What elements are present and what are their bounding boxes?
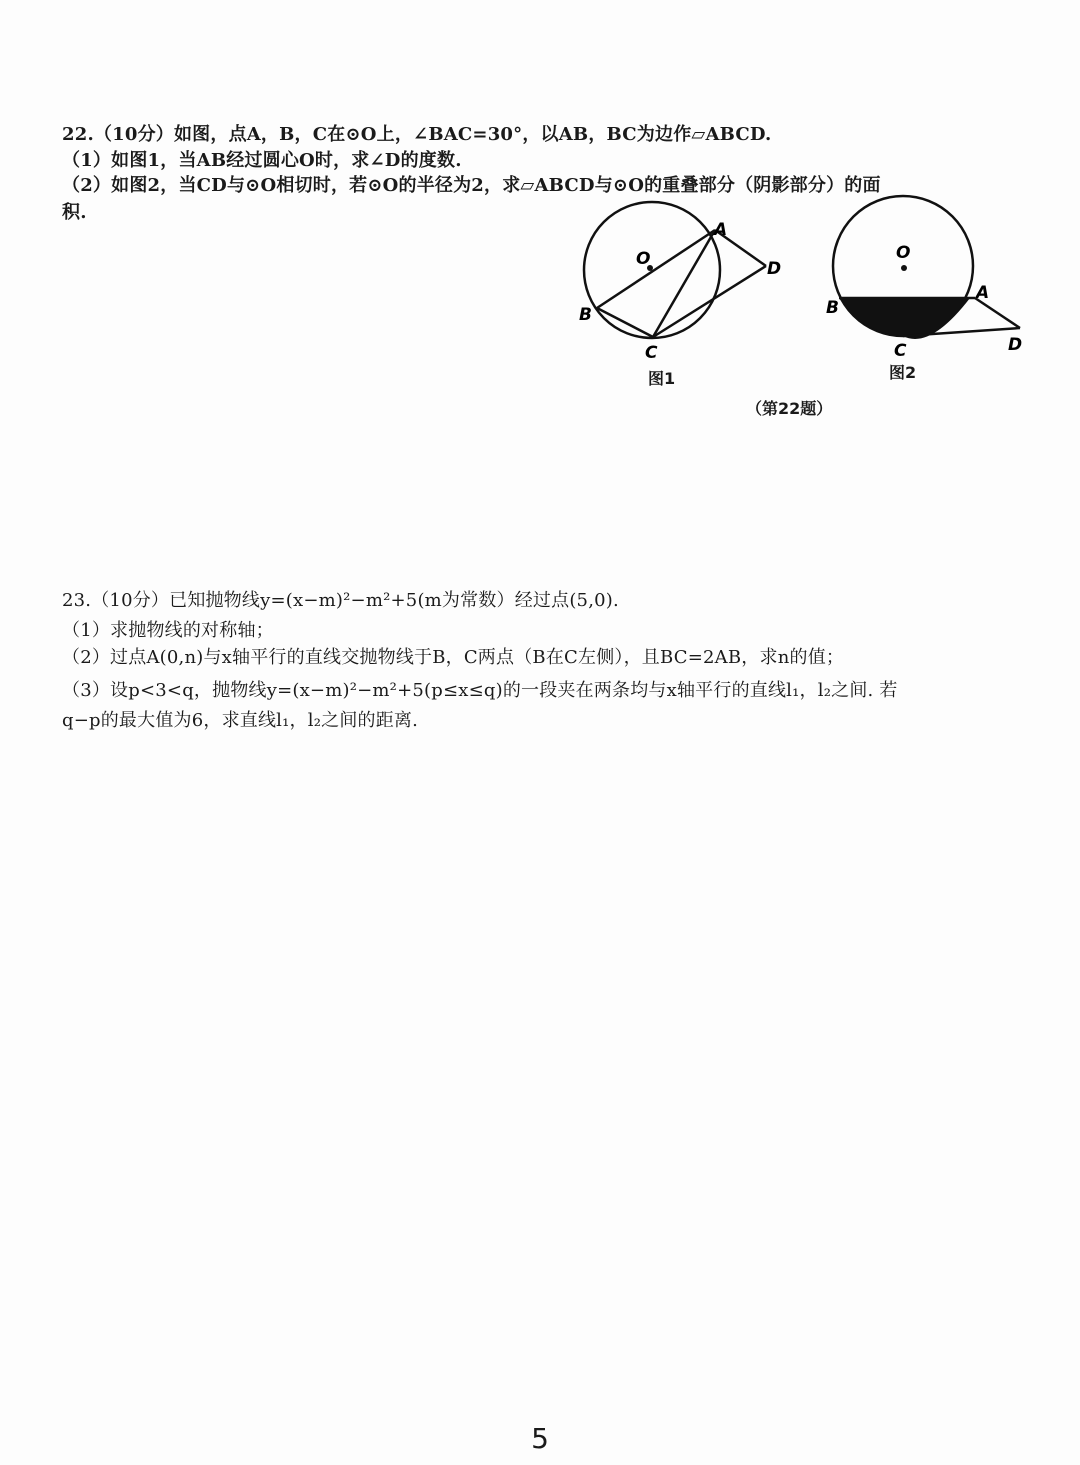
fig1-label-d: D — [767, 259, 782, 279]
q23-title: 23.（10分）已知抛物线y=(x−m)²−m²+5(m为常数）经过点(5,0). — [62, 590, 619, 611]
fig1-label-b: B — [579, 305, 592, 325]
q23-part3-line1: （3）设p<3<q，抛物线y=(x−m)²−m²+5(p≤x≤q)的一段夹在两条均与x轴平行的直线l₁，l₂之间. 若 — [62, 680, 898, 701]
q22-part2-line1: （2）如图2，当CD与⊙O相切时，若⊙O的半径为2，求▱ABCD与⊙O的重叠部分（阴影部分）的面 — [62, 175, 881, 196]
q22-figure-1 — [570, 200, 800, 370]
fig1-label-c: C — [645, 343, 658, 363]
fig1-label-o: O — [636, 249, 651, 269]
fig2-label-c: C — [894, 341, 907, 361]
fig1-label-a: A — [714, 220, 728, 240]
fig2-label-d: D — [1008, 335, 1023, 355]
fig2-caption: 图2 — [889, 363, 917, 382]
fig1-caption: 图1 — [648, 369, 676, 388]
q23-part2: （2）过点A(0,n)与x轴平行的直线交抛物线于B，C两点（B在C左侧），且BC=2AB，求n的值； — [62, 647, 845, 668]
fig1-segment-cd — [653, 266, 766, 337]
q23-part3-line2: q−p的最大值为6，求直线l₁，l₂之间的距离. — [62, 710, 419, 731]
fig1-segment-ac — [653, 230, 715, 337]
figure-caption: （第22题） — [746, 399, 833, 418]
q22-title: 22.（10分）如图，点A，B，C在⊙O上，∠BAC=30°，以AB，BC为边作▱ABCD. — [62, 124, 772, 145]
fig1-segment-ab — [597, 230, 715, 308]
page-number: 5 — [531, 1422, 549, 1455]
fig2-center-point — [901, 265, 907, 271]
fig2-label-b: B — [826, 298, 839, 318]
q22-figure-2 — [820, 200, 1050, 370]
q22-part1: （1）如图1，当AB经过圆心O时，求∠D的度数. — [62, 150, 462, 171]
q23-part1: （1）求抛物线的对称轴； — [62, 620, 274, 641]
q22-part2-line2: 积. — [62, 202, 87, 223]
fig2-label-o: O — [896, 243, 911, 263]
fig2-label-a: A — [976, 283, 990, 303]
